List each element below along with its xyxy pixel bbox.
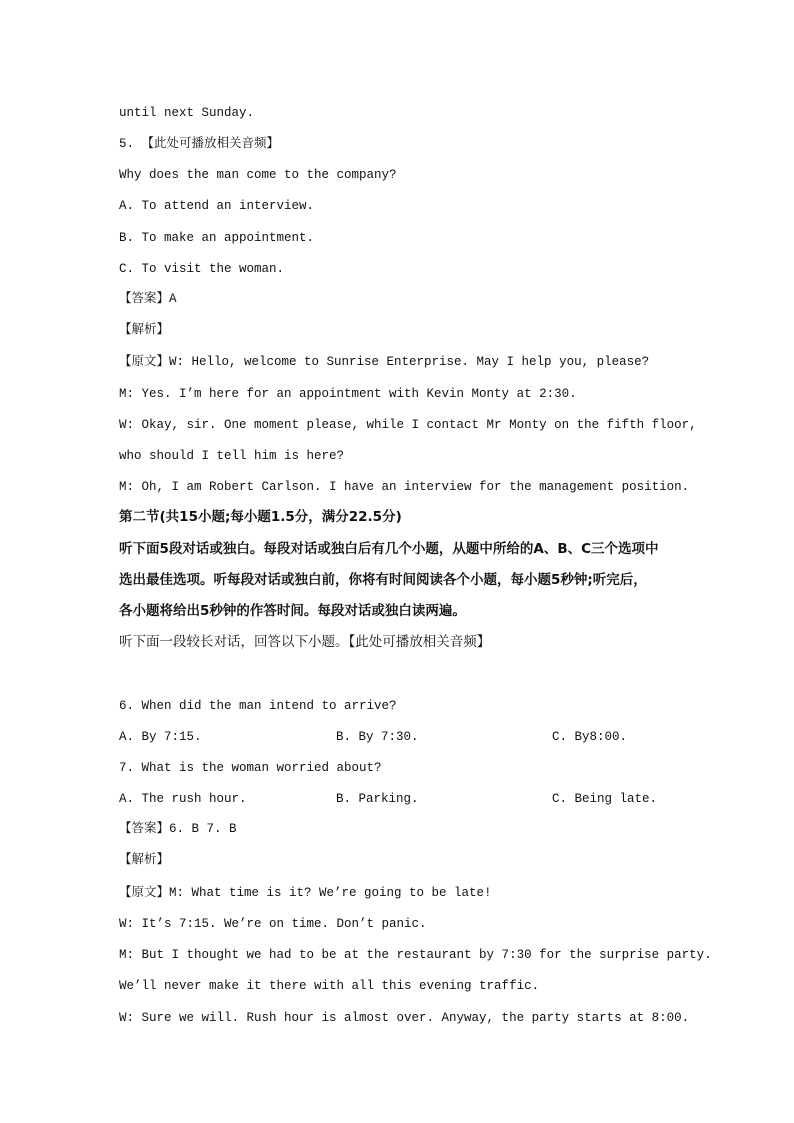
answer-label: 【答案】A xyxy=(119,292,177,306)
lead-in-line: 听下面一段较长对话，回答以下小题。【此处可播放相关音频】 xyxy=(119,634,491,650)
transcript-line: W: Okay, sir. One moment please, while I contact Mr Monty on the fifth floor, xyxy=(119,418,697,432)
transcript-line: 【原文】M: What time is it? We’re going to be late! xyxy=(119,886,492,900)
transcript-line: M: But I thought we had to be at the restaurant by 7:30 for the surprise party. xyxy=(119,948,712,962)
option-c: C. To visit the woman. xyxy=(119,262,285,276)
text-line: until next Sunday. xyxy=(119,106,255,120)
answer-label: 【答案】6. B 7. B xyxy=(119,822,237,836)
transcript-line: We’ll never make it there with all this evening traffic. xyxy=(119,979,540,993)
transcript-line: who should I tell him is here? xyxy=(119,449,345,463)
option-a: A. By 7:15. xyxy=(119,730,202,744)
question-5-number: 5. 【此处可播放相关音频】 xyxy=(119,137,280,151)
instruction-line: 各小题将给出5秒钟的作答时间。每段对话或独白读两遍。 xyxy=(119,603,466,619)
option-b: B. By 7:30. xyxy=(336,730,419,744)
option-c: C. By8:00. xyxy=(552,730,628,744)
question-6-stem: 6. When did the man intend to arrive? xyxy=(119,699,397,713)
option-c: C. Being late. xyxy=(552,792,658,806)
question-7-stem: 7. What is the woman worried about? xyxy=(119,761,382,775)
option-b: B. To make an appointment. xyxy=(119,231,315,245)
transcript-line: 【原文】W: Hello, welcome to Sunrise Enterprise. May I help you, please? xyxy=(119,355,650,369)
instruction-line: 选出最佳选项。听每段对话或独白前，你将有时间阅读各个小题，每小题5秒钟;听完后， xyxy=(119,572,647,588)
option-b: B. Parking. xyxy=(336,792,419,806)
instruction-line: 听下面5段对话或独白。每段对话或独白后有几个小题，从题中所给的A、B、C三个选项中 xyxy=(119,541,659,557)
question-5-stem: Why does the man come to the company? xyxy=(119,168,397,182)
section-heading: 第二节(共15小题;每小题1.5分，满分22.5分) xyxy=(119,509,402,525)
transcript-line: W: Sure we will. Rush hour is almost over. Anyway, the party starts at 8:00. xyxy=(119,1011,690,1025)
transcript-line: W: It’s 7:15. We’re on time. Don’t panic. xyxy=(119,917,427,931)
transcript-line: M: Oh, I am Robert Carlson. I have an interview for the management position. xyxy=(119,480,690,494)
explanation-label: 【解析】 xyxy=(119,853,170,867)
option-a: A. To attend an interview. xyxy=(119,199,315,213)
explanation-label: 【解析】 xyxy=(119,323,170,337)
option-a: A. The rush hour. xyxy=(119,792,247,806)
transcript-line: M: Yes. I’m here for an appointment with Kevin Monty at 2:30. xyxy=(119,387,577,401)
